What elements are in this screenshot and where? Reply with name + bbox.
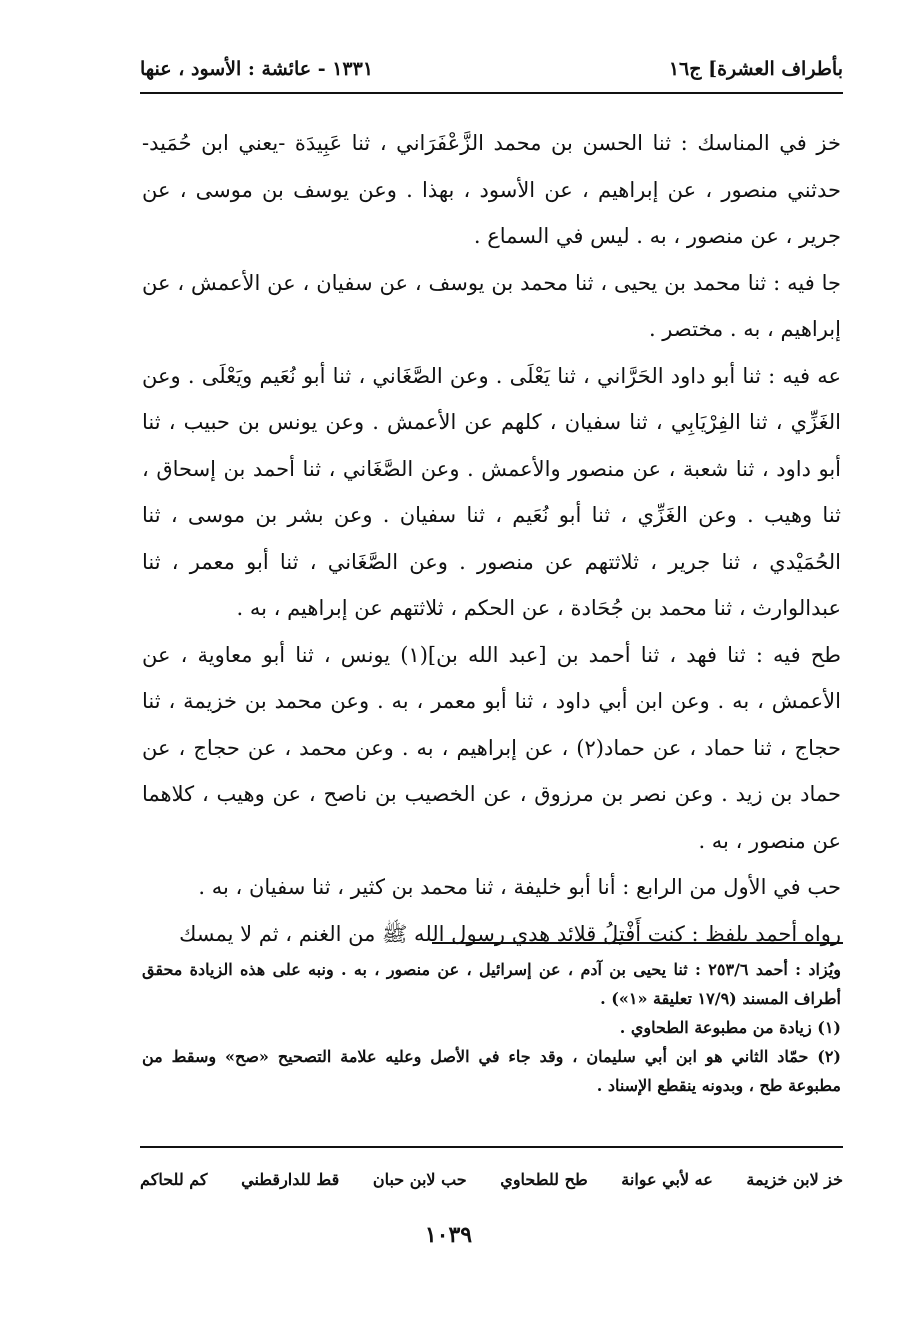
entry-title: ١٣٣١ - عائشة : الأسود ، عنها: [140, 58, 374, 80]
abbr-ah: عه لأبي عوانة: [621, 1169, 713, 1189]
main-text: [142, 120, 841, 957]
abbr-km: كم للحاكم: [140, 1169, 208, 1189]
book-title: بأطراف العشرة] ج١٦: [668, 58, 843, 80]
paragraph-ahmad: رواه أحمد بلفظ : كنت أَفْتِلُ قلائد هدي رسول الله ﷺ من الغنم ، ثم لا يمسك: [179, 921, 841, 946]
footnote-1: (١) زيادة من مطبوعة الطحاوي .: [619, 1018, 841, 1037]
footnote-continuation: ويُزاد : أحمد ٢٥٣/٦ : ثنا يحيى بن آدم ، عن إسرائيل ، عن منصور ، به . ونبه على هذه الزيادة محقق أطراف المسند (١٧/٩ تعليقة «١») .: [142, 960, 841, 1008]
abbr-tah: طح للطحاوي: [500, 1169, 588, 1189]
page-number: ١٠٣٩: [424, 1222, 473, 1248]
paragraph-ja: جا فيه : ثنا محمد بن يحيى ، ثنا محمد بن يوسف ، عن سفيان ، عن الأعمش ، عن إبراهيم ، به . مختصر .: [142, 270, 841, 341]
footnote-2: (٢) حمّاد الثاني هو ابن أبي سليمان ، وقد جاء في الأصل وعليه علامة التصحيح «صح» وسقط من مطبوعة طح ، وبدونه ينقطع الإسناد .: [142, 1047, 841, 1095]
abbreviations-divider: [140, 1146, 843, 1148]
abbreviations-legend: [140, 1164, 843, 1194]
header-divider: [140, 92, 843, 94]
running-header: [140, 52, 843, 86]
paragraph-tah: طح فيه : ثنا فهد ، ثنا أحمد بن [عبد الله بن](١) يونس ، ثنا أبو معاوية ، عن الأعمش ، به . وعن ابن أبي داود ، ثنا أبو معمر ، به . وعن محمد بن خزيمة ، ثنا حجاج ، ثنا حماد ، عن حماد(٢) ، عن إبراهيم ، به . وعن محمد ، عن حجاج ، عن حماد بن زيد . وعن نصر بن مرزوق ، عن الخصيب بن ناصح ، عن وهيب ، كلاهما عن منصور ، به .: [142, 642, 842, 853]
paragraph-khz: خز في المناسك : ثنا الحسن بن محمد الزَّعْفَرَاني ، ثنا عَبِيدَة -يعني ابن حُمَيد- حدثني منصور ، عن إبراهيم ، عن الأسود ، بهذا . وعن يوسف بن موسى ، عن جرير ، عن منصور ، به . ليس في السماع .: [142, 131, 841, 248]
abbr-khz: خز لابن خزيمة: [746, 1169, 843, 1189]
paragraph-hb: حب في الأول من الرابع : أنا أبو خليفة ، ثنا محمد بن كثير ، ثنا سفيان ، به .: [198, 875, 841, 899]
abbr-qt: قط للدارقطني: [241, 1169, 340, 1189]
footnotes: [142, 955, 841, 1100]
footnote-divider: [432, 942, 843, 944]
paragraph-ah: عه فيه : ثنا أبو داود الحَرَّاني ، ثنا يَعْلَى . وعن الصَّغَاني ، ثنا أبو نُعَيم ويَعْلَى . وعن الغَزِّي ، ثنا الفِرْيَابِي ، ثنا سفيان ، كلهم عن الأعمش . وعن يونس بن حبيب ، ثنا أبو داود ، ثنا شعبة ، عن منصور والأعمش . وعن الصَّغَاني ، ثنا أحمد بن إسحاق ، ثنا وهيب . وعن الغَزِّي ، ثنا أبو نُعَيم ، ثنا سفيان . وعن بشر بن موسى ، ثنا الحُمَيْدي ، ثنا جرير ، ثلاثتهم عن منصور . وعن الصَّغَاني ، ثنا أبو معمر ، ثنا عبدالوارث ، ثنا محمد بن جُحَادة ، عن الحكم ، ثلاثتهم عن إبراهيم ، به .: [142, 363, 841, 620]
abbr-hb: حب لابن حبان: [372, 1169, 467, 1189]
